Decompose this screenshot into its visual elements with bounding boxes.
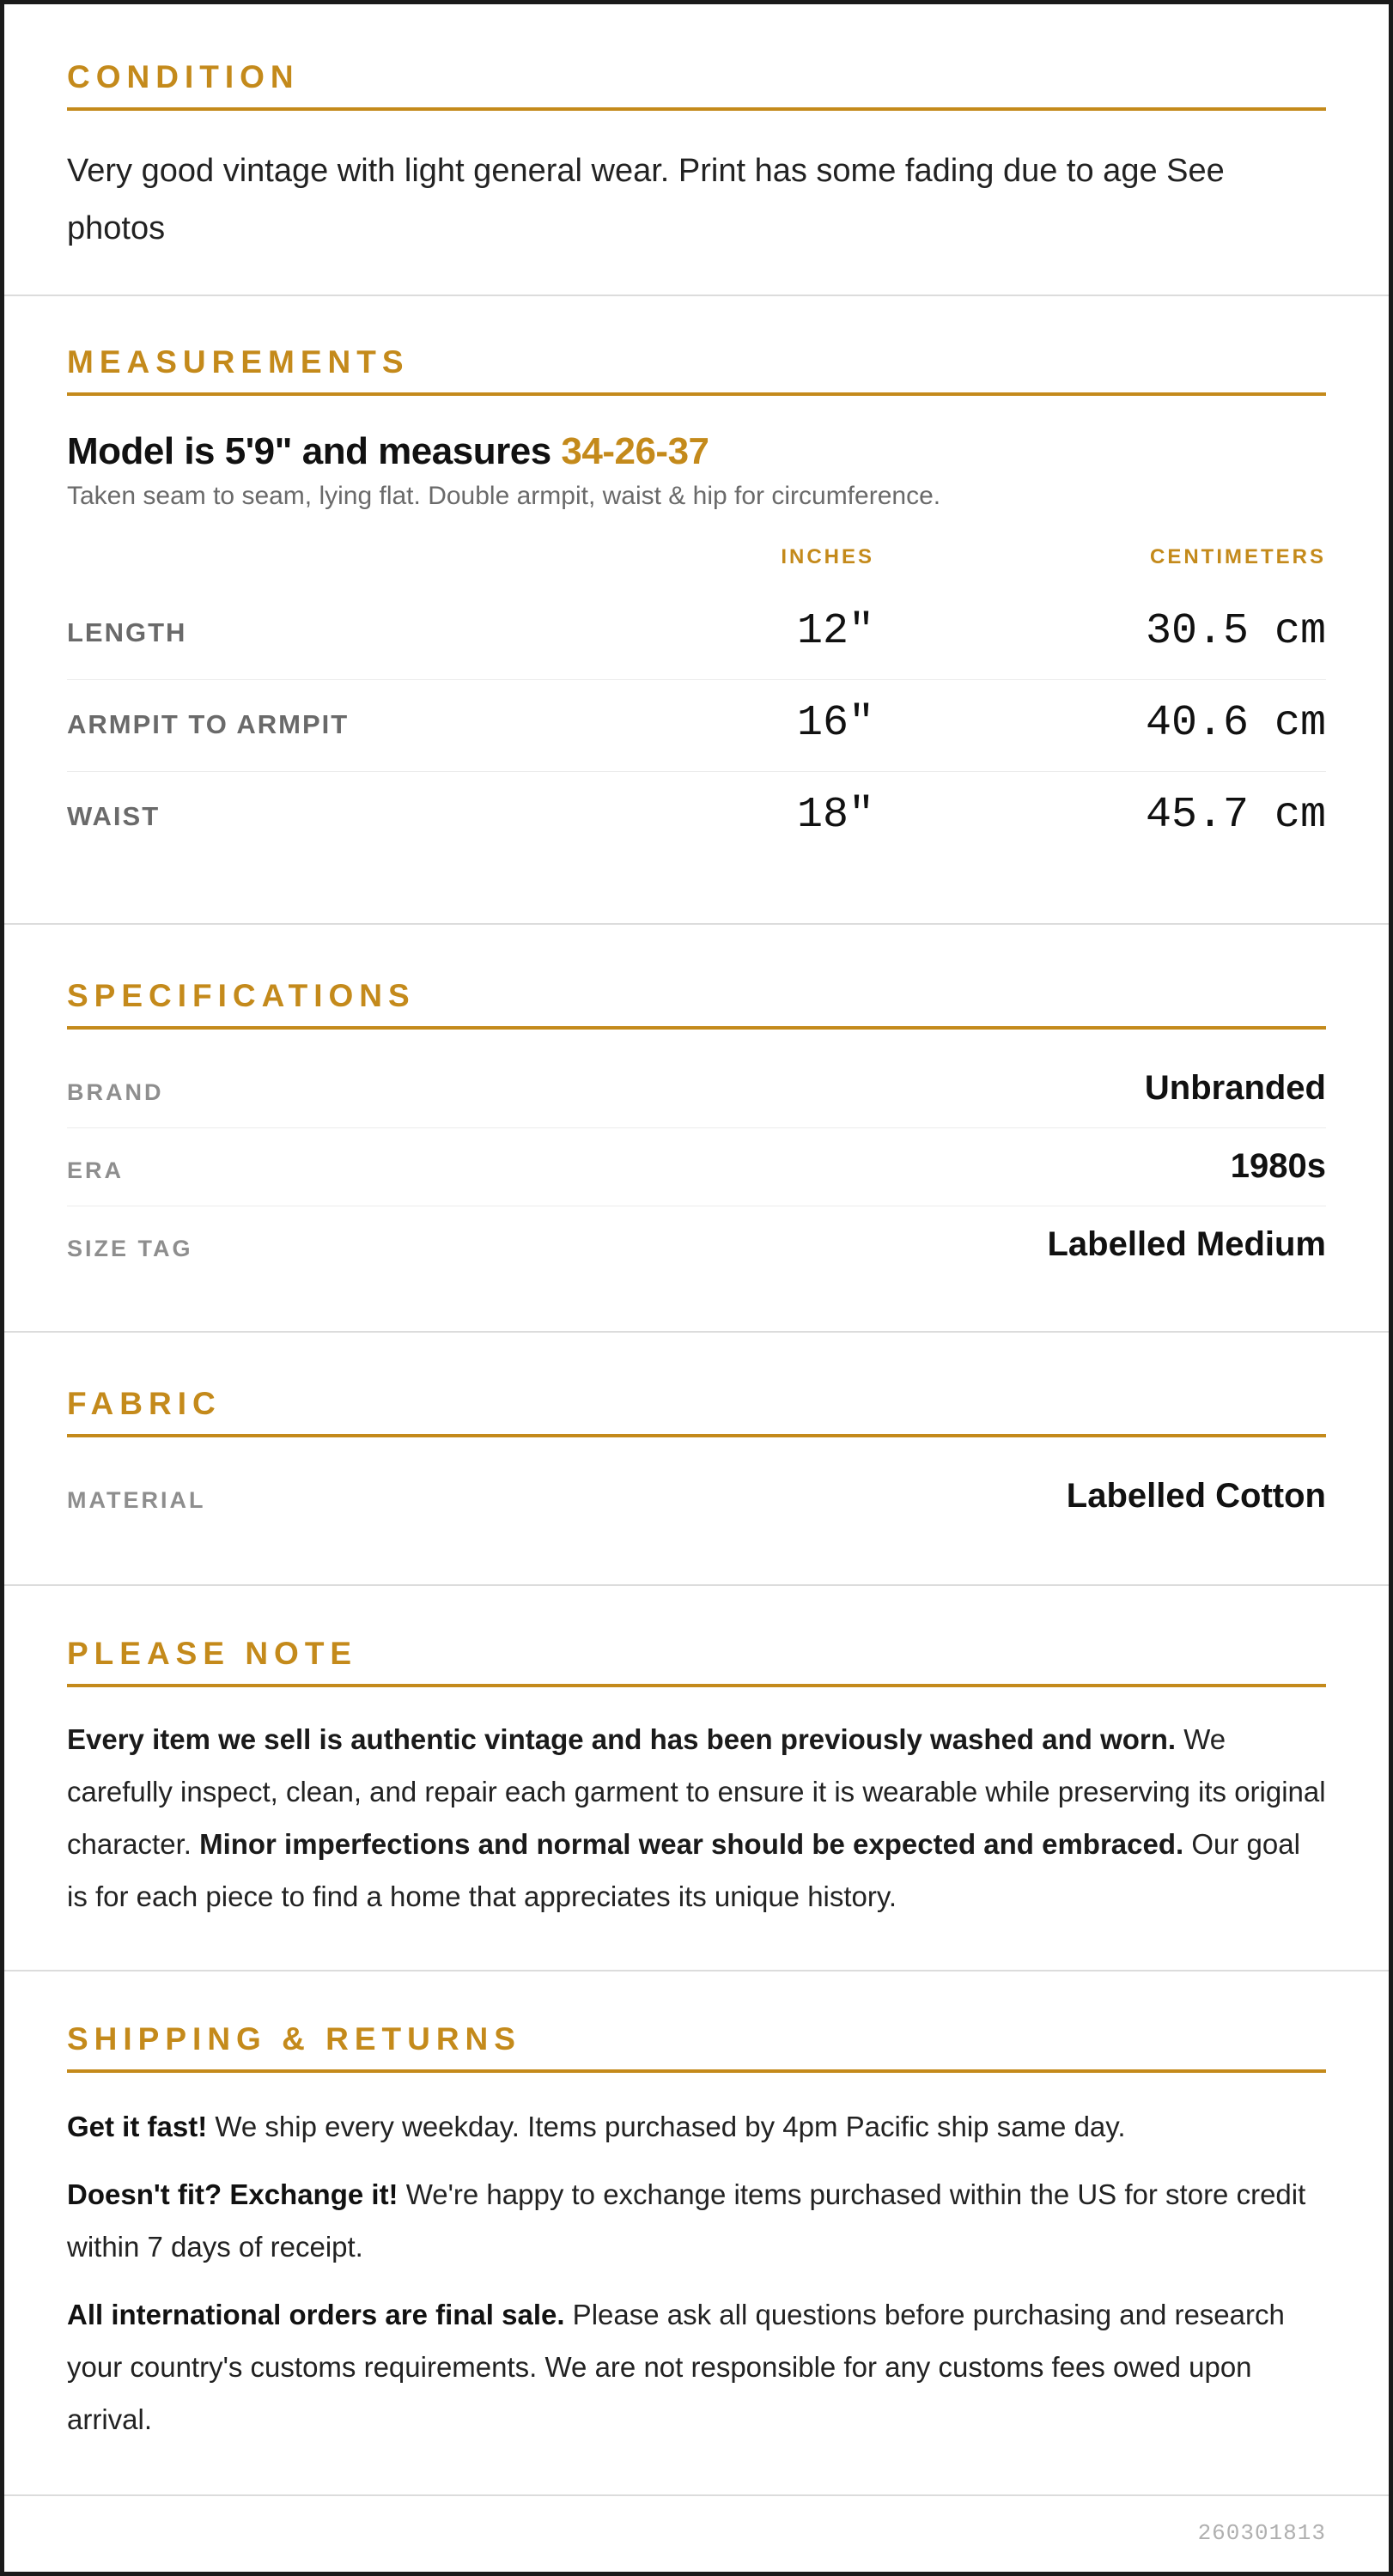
footer [4,2496,1389,2573]
international-bold: All international orders are final sale. [67,2299,565,2330]
measurement-table [67,588,1326,864]
spec-value: 1980s [1230,1147,1326,1185]
shipping-returns-section [4,1971,1389,2496]
spec-row-material [67,1458,1326,1536]
measurement-label: LENGTH [67,617,187,647]
spec-value: Unbranded [1144,1069,1326,1107]
note-text-2: Our goal is for each piece to find a home that appreciates its unique history. [67,1828,1300,1912]
spec-label: BRAND [67,1079,164,1105]
measurement-label: WAIST [67,801,161,831]
centimeters-column-header: CENTIMETERS [1149,545,1326,568]
measurement-inches: 18" [796,791,874,840]
inches-column-header: INCHES [781,545,874,568]
measurements-section [4,296,1389,925]
model-prefix: Model is 5'9" and measures [67,430,562,472]
spec-label: ERA [67,1157,125,1183]
specifications-section [4,925,1389,1333]
please-note-text [67,1713,1326,1923]
spec-row-brand [67,1050,1326,1128]
specifications-heading: SPECIFICATIONS [67,978,1326,1030]
fabric-heading: FABRIC [67,1386,1326,1437]
note-bold-1: Every item we sell is authentic vintage and has been previously washed and worn. [67,1723,1177,1755]
measurement-cm: 30.5 cm [1145,607,1326,656]
measurement-inches: 16" [796,699,874,748]
shipping-bold: Get it fast! [67,2111,208,2142]
shipping-heading: SHIPPING & RETURNS [67,2021,1326,2073]
sku-number: 260301813 [1197,2520,1326,2546]
exchange-text: We're happy to exchange items purchased within the US for store credit within 7 days of receipt. [67,2178,1306,2263]
fabric-section [4,1333,1389,1586]
measurement-table-header [67,537,1326,588]
shipping-text: We ship every weekday. Items purchased by 4pm Pacific ship same day. [207,2111,1126,2142]
spec-row-era [67,1128,1326,1206]
model-measurements: 34-26-37 [561,430,709,472]
shipping-paragraph [67,2100,1326,2153]
exchange-paragraph [67,2168,1326,2273]
please-note-heading: PLEASE NOTE [67,1636,1326,1687]
note-text-1: We carefully inspect, clean, and repair each garment to ensure it is wearable while preserving its original character. [67,1723,1326,1860]
measurement-row-armpit [67,680,1326,772]
measurement-row-length [67,588,1326,680]
measurement-instructions: Taken seam to seam, lying flat. Double armpit, waist & hip for circumference. [67,482,941,510]
please-note-section [4,1586,1389,1971]
condition-section [4,4,1389,296]
international-text: Please ask all questions before purchasing and research your country's customs requirements. We are not responsible for any customs fees owed upon arrival. [67,2299,1285,2435]
exchange-bold: Doesn't fit? Exchange it! [67,2178,398,2210]
measurement-cm: 40.6 cm [1145,699,1326,748]
condition-text: Very good vintage with light general wear. Print has some fading due to age See photos [67,153,1225,246]
measurement-cm: 45.7 cm [1145,791,1326,840]
model-info [67,430,1326,473]
measurements-heading: MEASUREMENTS [67,344,1326,396]
note-bold-2: Minor imperfections and normal wear should be expected and embraced. [199,1828,1184,1860]
condition-heading: CONDITION [67,59,1326,111]
international-paragraph [67,2288,1326,2445]
measurement-row-waist [67,772,1326,864]
spec-value: Labelled Cotton [1066,1477,1326,1515]
spec-row-size-tag [67,1206,1326,1285]
measurement-inches: 12" [796,607,874,656]
specifications-list [67,1050,1326,1285]
spec-label: MATERIAL [67,1487,206,1513]
fabric-list [67,1458,1326,1536]
spec-value: Labelled Medium [1047,1225,1326,1263]
measurement-label: ARMPIT TO ARMPIT [67,709,350,739]
spec-label: SIZE TAG [67,1236,193,1261]
